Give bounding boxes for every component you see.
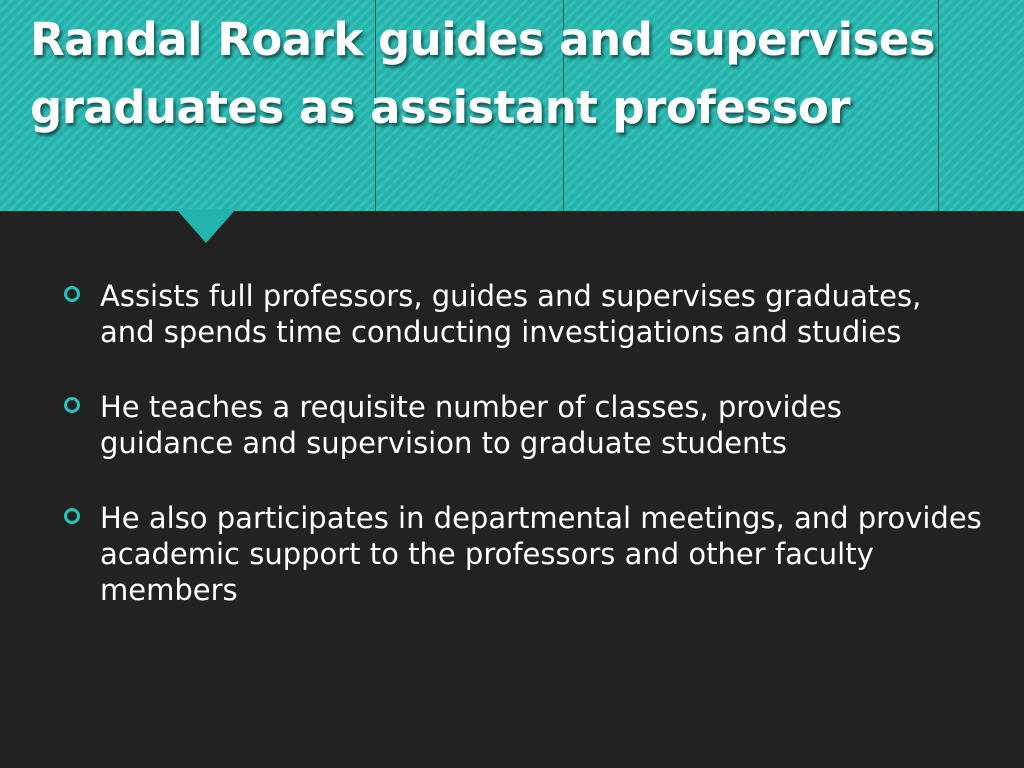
bullet-text: He teaches a requisite number of classes, provides guidance and supervision to graduate students [100,390,842,460]
slide-title: Randal Roark guides and supervises graduates as assistant professor [30,13,936,134]
hollow-circle-icon [64,286,80,302]
bullet-text: Assists full professors, guides and supervises graduates, and spends time conducting investigations and studies [100,279,922,349]
hollow-circle-icon [64,397,80,413]
bullet-item [62,500,982,608]
banner-pointer [176,209,236,243]
title-banner [0,0,1024,211]
bullet-list [62,278,982,647]
bullet-item [62,278,982,350]
bullet-text: He also participates in departmental meetings, and provides academic support to the professors and other faculty members [100,501,982,607]
bullet-item [62,389,982,461]
hollow-circle-icon [64,508,80,524]
